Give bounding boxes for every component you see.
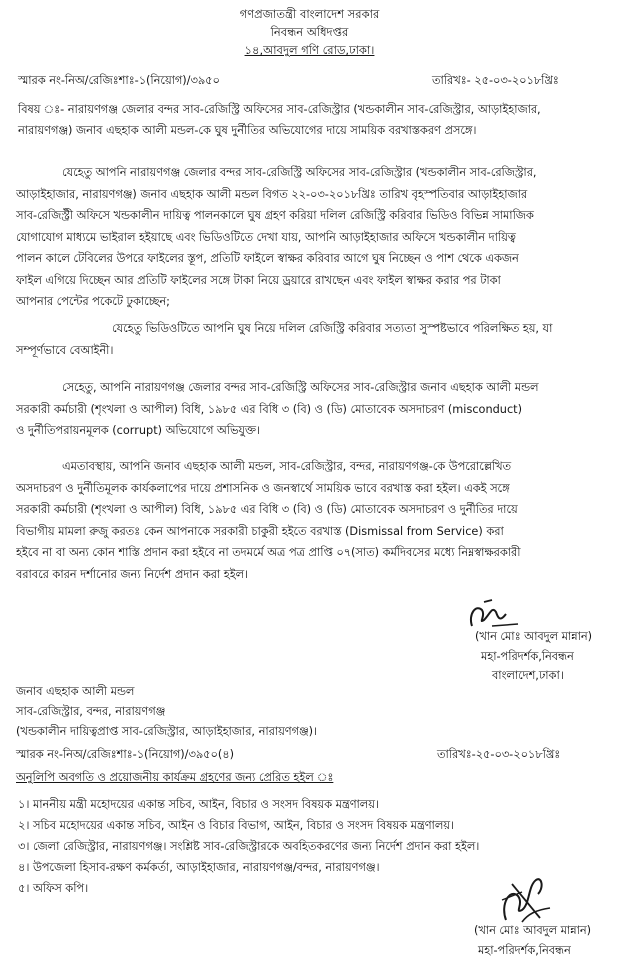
signatory-title-2: মহা-পরিদর্শক,নিবন্ধন (478, 944, 571, 957)
paragraph-line: সেহেতু, আপনি নারায়ণগঞ্জ জেলার বন্দর সাব-রেজিস্ট্রি অফিসের সাব-রেজিস্ট্রার জনাব এছহাক আলী মন্ডল (62, 381, 539, 394)
department-name: নিবন্ধন অধিদপ্তর (270, 25, 349, 39)
paragraph-4 (16, 456, 606, 585)
paragraph-2 (16, 318, 606, 361)
subject-line-1: বিষয় ঃ- নারায়ণগঞ্জ জেলার বন্দর সাব-রেজিস্ট্রি অফিসের সাব-রেজিস্ট্রার (খন্ডকালীন সাব-রেজিস্ট্রার, আড়াইহাজার, (18, 103, 541, 116)
recipient-name: জনাব এছহাক আলী মন্ডল (16, 685, 135, 698)
paragraph-line: পালন কালে টেবিলের উপরে ফাইলের স্তূপ, প্রতিটি ফাইলে স্বাক্ষর করিবার আগে ঘুষ নিচ্ছেন ও পাশ থেকে একজন (16, 252, 519, 265)
memo-date-2: তারিখঃ-২৫-০৩-২০১৮খ্রিঃ (437, 748, 561, 761)
recipient-designation: সাব-রেজিস্ট্রার, বন্দর, নারায়ণগঞ্জ (16, 705, 166, 718)
memo-date: তারিখঃ- ২৫-০৩-২০১৮খ্রিঃ (432, 74, 559, 87)
memo-number: স্মারক নং-নিঅ/রেজিঃশাঃ-১(নিয়োগ)/৩৯৫০ (18, 74, 220, 87)
paragraph-line: সরকারী কর্মচারী (শৃংখলা ও আপীল) বিধি, ১৯৮৫ এর বিধি ৩ (বি) ও (ডি) মোতাবেক অসদাচরণ ও দুর্নীতির দায়ে (16, 503, 518, 516)
paragraph-1 (16, 162, 606, 313)
paragraph-line: অসদাচরণ ও দুর্নীতিমূলক কার্যকলাপের দায়ে প্রশাসনিক ও জনস্বার্থে সাময়িক ভাবে বরখাস্ত করা হইল। একই সঙ্গে (16, 481, 510, 495)
paragraph-line: এমতাবস্থায়, আপনি জনাব এছহাক আলী মন্ডল, সাব-রেজিস্ট্রার, বন্দর, নারায়ণগঞ্জ-কে উপরোল্লেখিত (62, 460, 511, 473)
paragraph-line: আড়াইহাজার, নারায়ণগঞ্জ) জনাব এছহাক আলী মন্ডল বিগত ২২-০৩-২০১৮খ্রিঃ তারিখ বৃহস্পতিবার আড়াইহাজার (16, 187, 528, 201)
signatory-name-2: (খান মোঃ আবদুল মান্নান) (474, 924, 592, 937)
paragraph-line: ফাইল এগিয়ে দিচ্ছেন আর প্রতিটি ফাইলের সঙ্গে টাকা নিয়ে ড্রয়ারে রাখছেন এবং ফাইল স্বাক্ষর করার পর টাকা (16, 273, 501, 287)
paragraph-line: ও দুর্নীতিপরায়নমূলক (corrupt) অভিযোগে অভিযুক্ত। (16, 424, 260, 437)
paragraph-line: সরকারী কর্মচারী (শৃংখলা ও আপীল) বিধি, ১৯৮৫ এর বিধি ৩ (বি) ও (ডি) মোতাবেক অসদাচরণ (misconduct) (16, 402, 522, 416)
paragraph-line: যোগাযোগ মাধ্যমে ভাইরাল হইয়াছে এবং ভিডিওটিতে দেখা যায়, আপনি আড়াইহাজার অফিসে খন্ডকালীন দায়িত্ব (16, 230, 516, 244)
copy-heading-text: অনুলিপি অবগতি ও প্রয়োজনীয় কার্যক্রম গ্রহণের জন্য প্রেরিত হইল ঃ (16, 771, 334, 784)
paragraph-line: আপনার পেন্টের পকেটে ঢুকাচ্ছেন; (16, 295, 170, 308)
signatory-name: (খান মোঃ আবদুল মান্নান) (475, 630, 593, 643)
copy-list-item: ২। সচিব মহোদয়ের একান্ত সচিব, আইন ও বিচার বিভাগ, আইন, বিচার ও সংসদ বিষয়ক মন্ত্রণালয়। (18, 819, 454, 832)
memo-number-2: স্মারক নং-নিঅ/রেজিঃশাঃ-১(নিয়োগ)/৩৯৫০(৪) (16, 748, 234, 761)
paragraph-line: যেহেতু আপনি নারায়ণগঞ্জ জেলার বন্দর সাব-রেজিস্ট্রি অফিসের সাব-রেজিস্ট্রার (খন্ডকালীন সাব-রেজিস্ট্রার, (62, 166, 537, 179)
signatory-title: মহা-পরিদর্শক,নিবন্ধন (481, 650, 574, 663)
subject-line-2: নারায়ণগঞ্জ) জনাব এছহাক আলী মন্ডল-কে ঘুষ দুর্নীতির অভিযোগের দায়ে সাময়িক বরখাস্তকরণ প্রসঙ্গে। (18, 124, 477, 137)
paragraph-line: সাব-রেজিস্ট্রী অফিসে খন্ডকালীন দায়িত্ব পালনকালে ঘুষ গ্রহণ করিয়া দলিল রেজিস্ট্রি করিবার ভিডিও বিভিন্ন সামাজিক (16, 209, 534, 222)
paragraph-line: যেহেতু ভিডিওটিতে আপনি ঘুষ নিয়ে দলিল রেজিস্ট্রি করিবার সত্যতা সুস্পষ্টভাবে পরিলক্ষিত হয়, যা (112, 322, 553, 335)
paragraph-3 (16, 377, 606, 442)
office-address (0, 42, 619, 61)
govt-name: গণপ্রজাতন্ত্রী বাংলাদেশ সরকার (239, 7, 380, 21)
copy-list-item: ৫। অফিস কপি। (18, 882, 89, 895)
office-address-text: ১৪,আবদুল গণি রোড,ঢাকা। (244, 43, 375, 57)
paragraph-line: সম্পূর্ণভাবে বেআইনী। (16, 343, 114, 357)
copy-heading (16, 769, 333, 788)
copy-list-item: ১। মাননীয় মন্ত্রী মহোদয়ের একান্ত সচিব, আইন, বিচার ও সংসদ বিষয়ক মন্ত্রণালয়। (18, 798, 379, 811)
copy-list-item: ৪। উপজেলা হিসাব-রক্ষণ কর্মকর্তা, আড়াইহাজার, নারায়ণগঞ্জ/বন্দর, নারায়ণগঞ্জ। (18, 861, 380, 874)
paragraph-line: হইবে না বা অন্য কোন শাস্তি প্রদান করা হইবে না তদমর্মে অত্র পত্র প্রাপ্তি ০৭(সাত) কর্মদিবসের মধ্যে নিম্নস্বাক্ষরকারী (16, 546, 521, 559)
paragraph-line: বরাবরে কারন দর্শানোর জন্য নির্দেশ প্রদান করা হইল। (16, 567, 249, 581)
paragraph-line: বিভাগীয় মামলা রুজু করতঃ কেন আপনাকে সরকারী চাকুরী হইতে বরখাস্ত (Dismissal from Service) করা (16, 524, 504, 538)
recipient-additional: (খন্ডকালীন দায়িত্বপ্রাপ্ত সাব-রেজিস্ট্রার, আড়াইহাজার, নারায়ণগঞ্জ)। (16, 725, 318, 738)
signatory-org: বাংলাদেশ,ঢাকা। (492, 669, 564, 682)
copy-list-item: ৩। জেলা রেজিস্ট্রার, নারায়ণগঞ্জ। সংশ্লিষ্ট সাব-রেজিস্ট্রারকে অবহিতকরণের জন্য নির্দেশ প্রদান করা হইল। (18, 840, 480, 853)
